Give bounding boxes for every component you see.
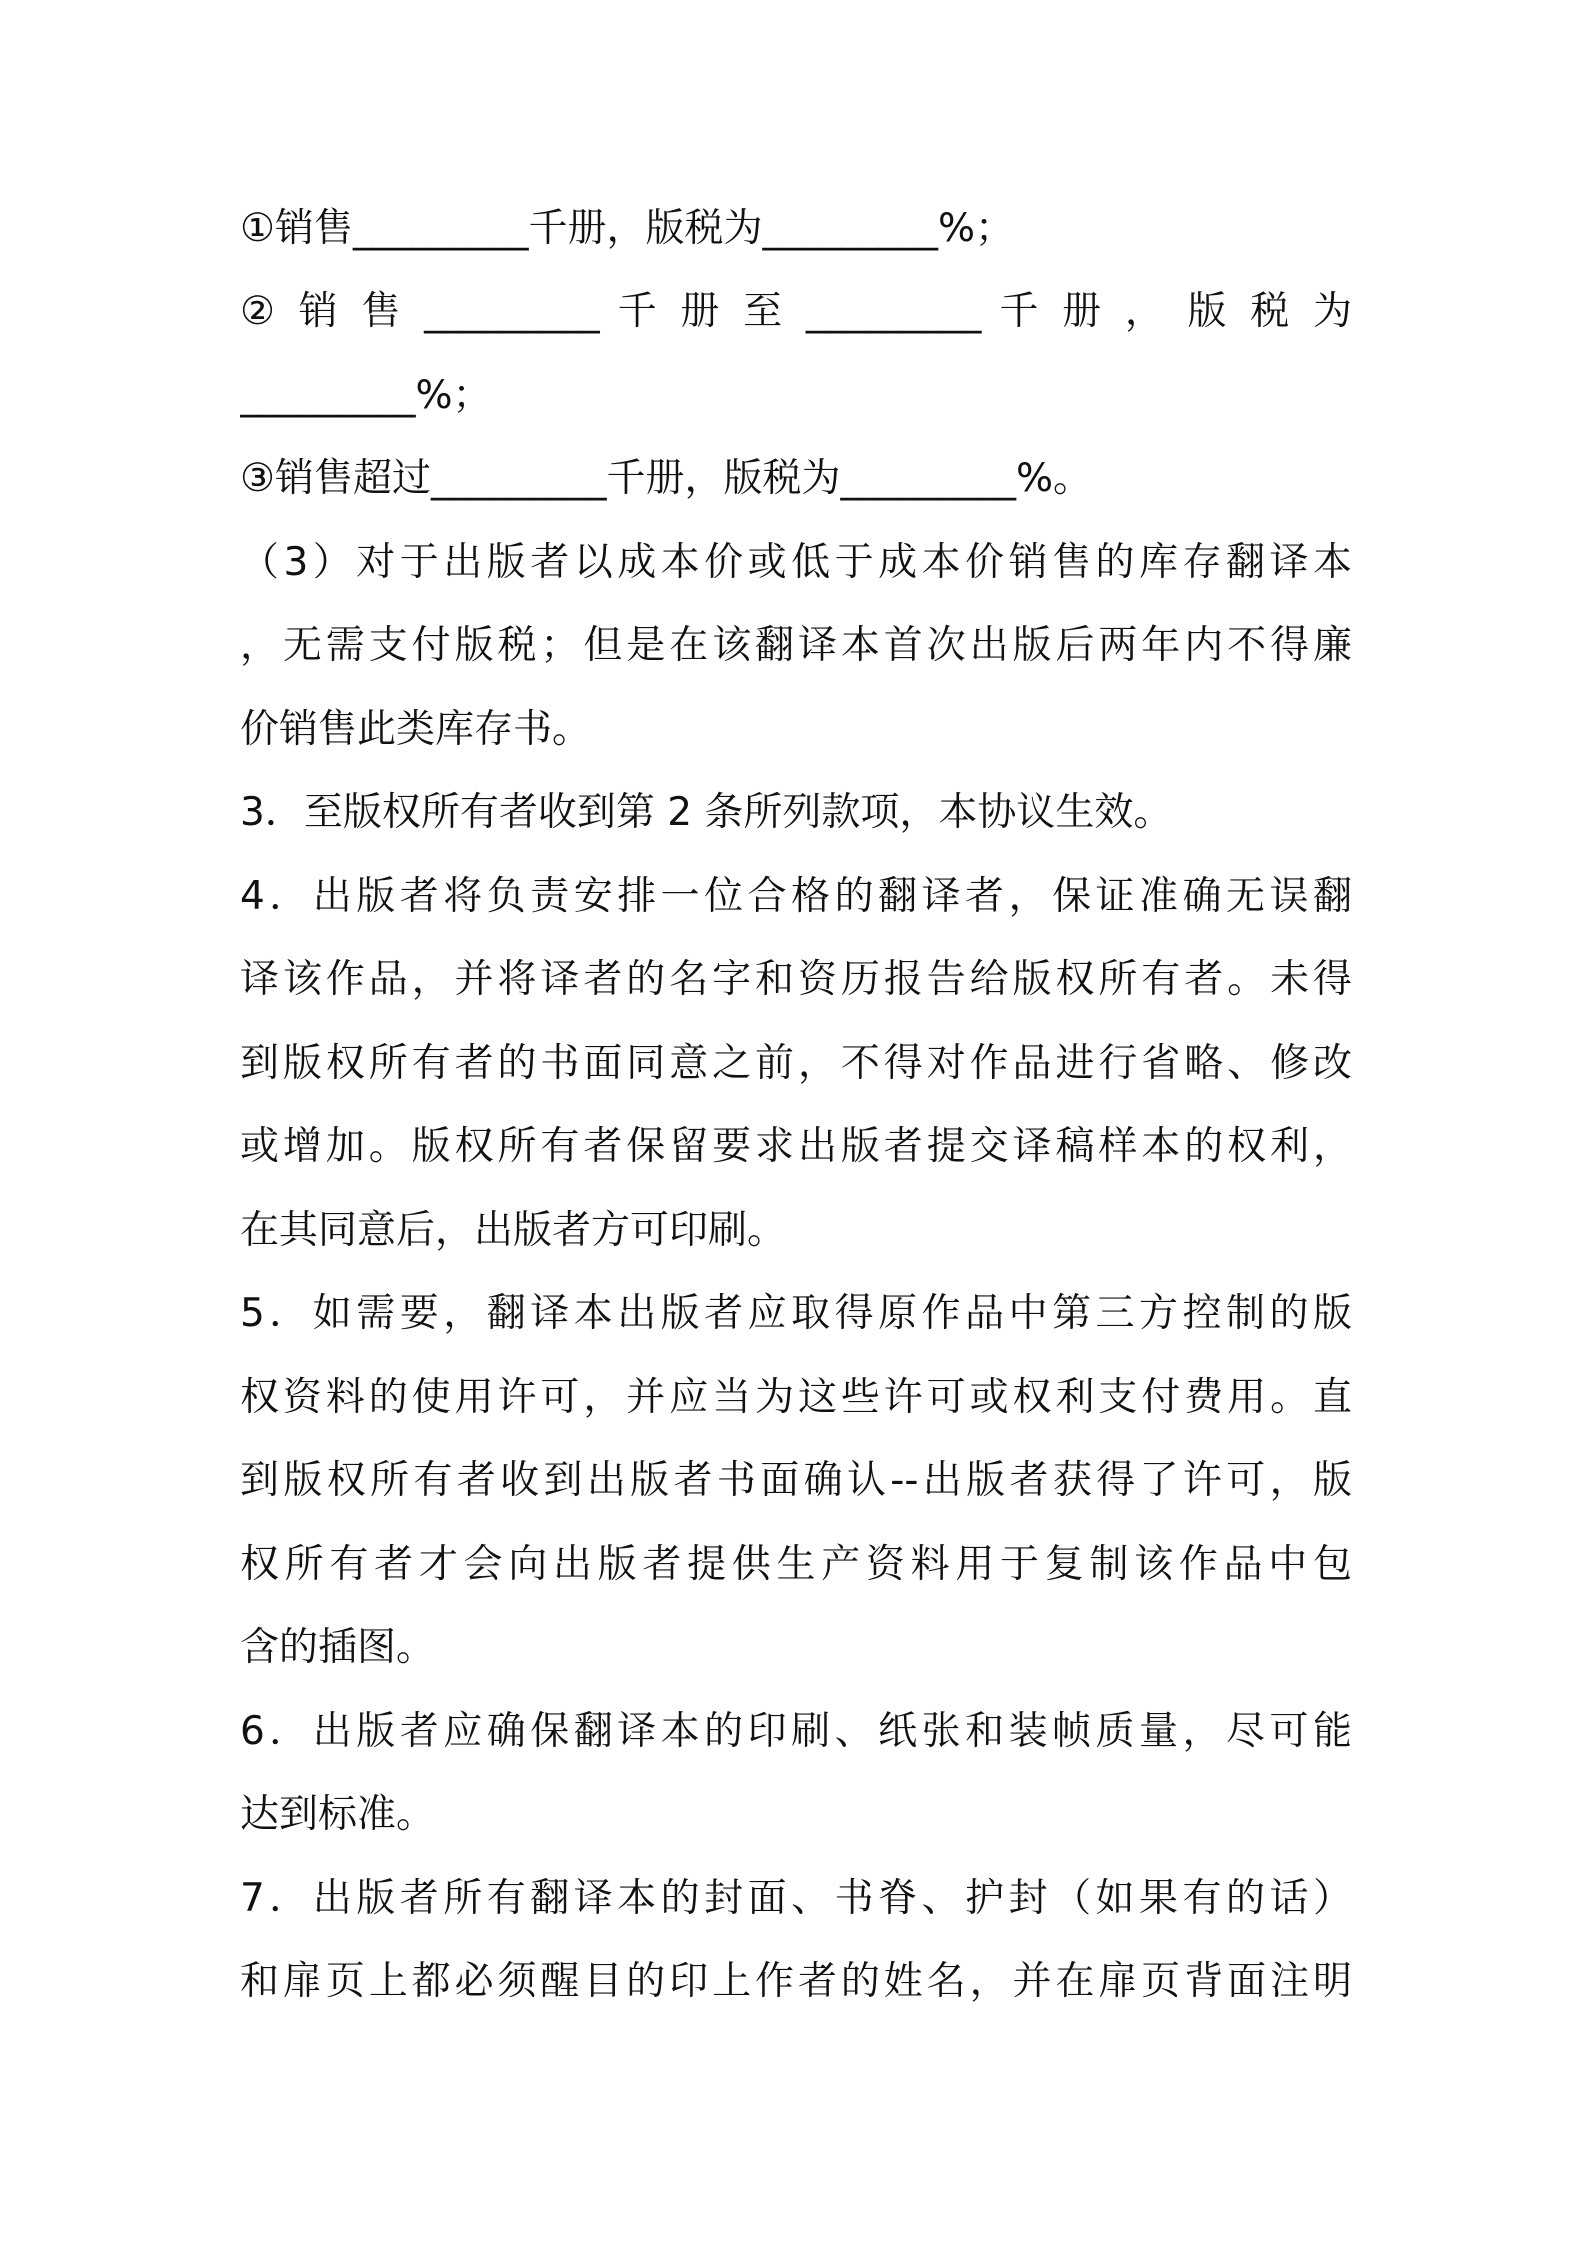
clause-6-line-2: 达到标准。 — [240, 1792, 436, 1837]
clause-5-line-1: 5．如需要，翻译本出版者应取得原作品中第三方控制的版 — [240, 1291, 1352, 1336]
clause-4-line-5: 在其同意后，出版者方可印刷。 — [240, 1208, 787, 1253]
clause-5-line-5: 含的插图。 — [240, 1625, 436, 1670]
clause-5-line-4: 权所有者才会向出版者提供生产资料用于复制该作品中包 — [240, 1542, 1352, 1587]
clause-4-line-2: 译该作品，并将译者的名字和资历报告给版权所有者。未得 — [240, 957, 1352, 1002]
clause-3: 3．至版权所有者收到第 2 条所列款项，本协议生效。 — [240, 790, 1173, 835]
clause-7-line-2: 和扉页上都必须醒目的印上作者的姓名，并在扉页背面注明 — [240, 1959, 1352, 2004]
clause-6-line-1: 6．出版者应确保翻译本的印刷、纸张和装帧质量，尽可能 — [240, 1709, 1352, 1754]
clause-line-3-1: （3）对于出版者以成本价或低于成本价销售的库存翻译本 — [240, 540, 1352, 585]
clause-7-line-1: 7．出版者所有翻译本的封面、书脊、护封（如果有的话） — [240, 1876, 1352, 1921]
clause-line-sales-tier-3: ③销售超过_________千册，版税为_________%。 — [240, 456, 1093, 501]
clause-5-line-3: 到版权所有者收到出版者书面确认--出版者获得了许可，版 — [240, 1458, 1352, 1503]
clause-4-line-3: 到版权所有者的书面同意之前，不得对作品进行省略、修改 — [240, 1041, 1352, 1086]
clause-4-line-4: 或增加。版权所有者保留要求出版者提交译稿样本的权利， — [240, 1124, 1352, 1169]
clause-line-3-2: ，无需支付版税；但是在该翻译本首次出版后两年内不得廉 — [240, 623, 1352, 668]
clause-line-sales-tier-1: ①销售_________千册，版税为_________%； — [240, 206, 1015, 251]
clause-5-line-2: 权资料的使用许可，并应当为这些许可或权利支付费用。直 — [240, 1375, 1352, 1420]
clause-line-3-3: 价销售此类库存书。 — [240, 707, 592, 752]
clause-4-line-1: 4．出版者将负责安排一位合格的翻译者，保证准确无误翻 — [240, 874, 1352, 919]
clause-line-sales-tier-2-cont: _________%； — [240, 373, 492, 418]
clause-line-sales-tier-2: ② 销 售 _________ 千 册 至 _________ 千 册 ， 版 税 为 — [240, 289, 1352, 334]
